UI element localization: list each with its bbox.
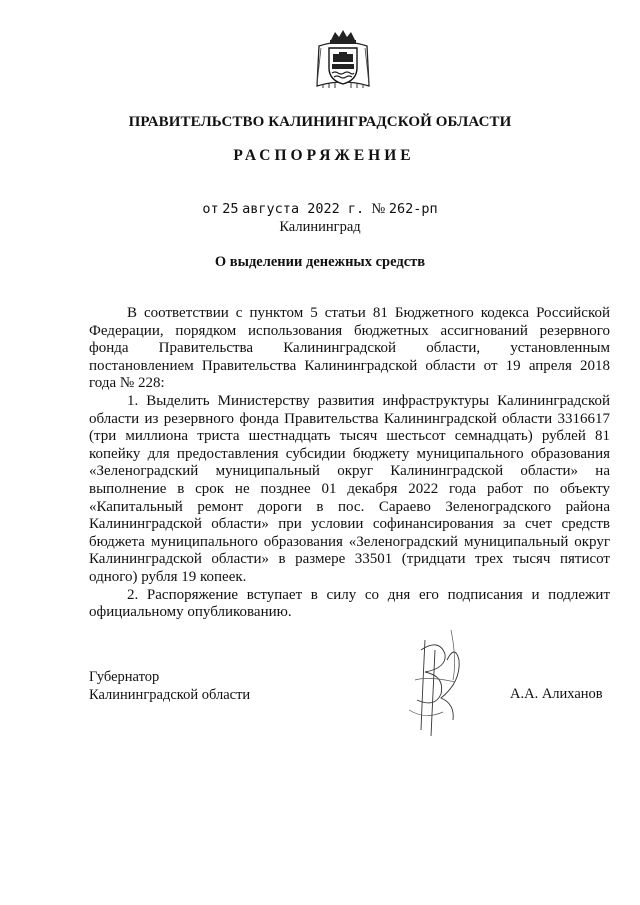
government-title: ПРАВИТЕЛЬСТВО КАЛИНИНГРАДСКОЙ ОБЛАСТИ [128, 114, 512, 130]
date-month-year: августа 2022 г. [242, 201, 365, 217]
signatory-name: А.А. Алиханов [510, 686, 603, 702]
date-number-line [0, 201, 640, 218]
document-body [89, 305, 610, 622]
date-prefix: от [202, 201, 219, 217]
signatory-title [89, 668, 250, 704]
signatory-title-line1: Губернатор [89, 669, 160, 685]
handwritten-signature-icon [395, 620, 475, 740]
number-label: № [371, 201, 386, 217]
item-2-paragraph: 2. Распоряжение вступает в силу со дня его подписания и подлежит официальному опубликованию. [89, 586, 610, 621]
coat-of-arms-icon [313, 28, 373, 90]
document-number: 262-рп [388, 201, 438, 217]
signatory-title-line2: Калининградской области [89, 687, 251, 703]
item-1-paragraph: 1. Выделить Министерству развития инфраструктуры Калининградской области из резервного фонда Правительства Калининградской области 3316617 (три миллиона триста шестнадцать тысяч шестьсот семнадцать) рублей 81 копейку для предоставления субсидии бюджету муниципального образования «Зеленоградский муниципальный округ Калининградской области» на выполнение в срок не позднее 01 декабря 2022 года работ по объекту «Капитальный ремонт дороги в пос. Сараево Зеленоградского района Калининградской области» при условии софинансирования за счет средств бюджета муниципального образования «Зеленоградский муниципальный округ Калининградской области» в размере 33501 (тридцати трех тысяч пятисот одного) рубля 19 копеек. [89, 392, 610, 585]
date-day: 25 [222, 201, 239, 217]
document-type: РАСПОРЯЖЕНИЕ [233, 147, 415, 164]
city: Калининград [279, 219, 361, 235]
document-subject: О выделении денежных средств [214, 254, 426, 270]
intro-paragraph: В соответствии с пунктом 5 статьи 81 Бюджетного кодекса Российской Федерации, порядком использования бюджетных ассигнований резервного фонда Правительства Калининградской области, установленным постановлением Правительства Калининградской области от 19 апреля 2018 года № 228: [89, 305, 610, 392]
